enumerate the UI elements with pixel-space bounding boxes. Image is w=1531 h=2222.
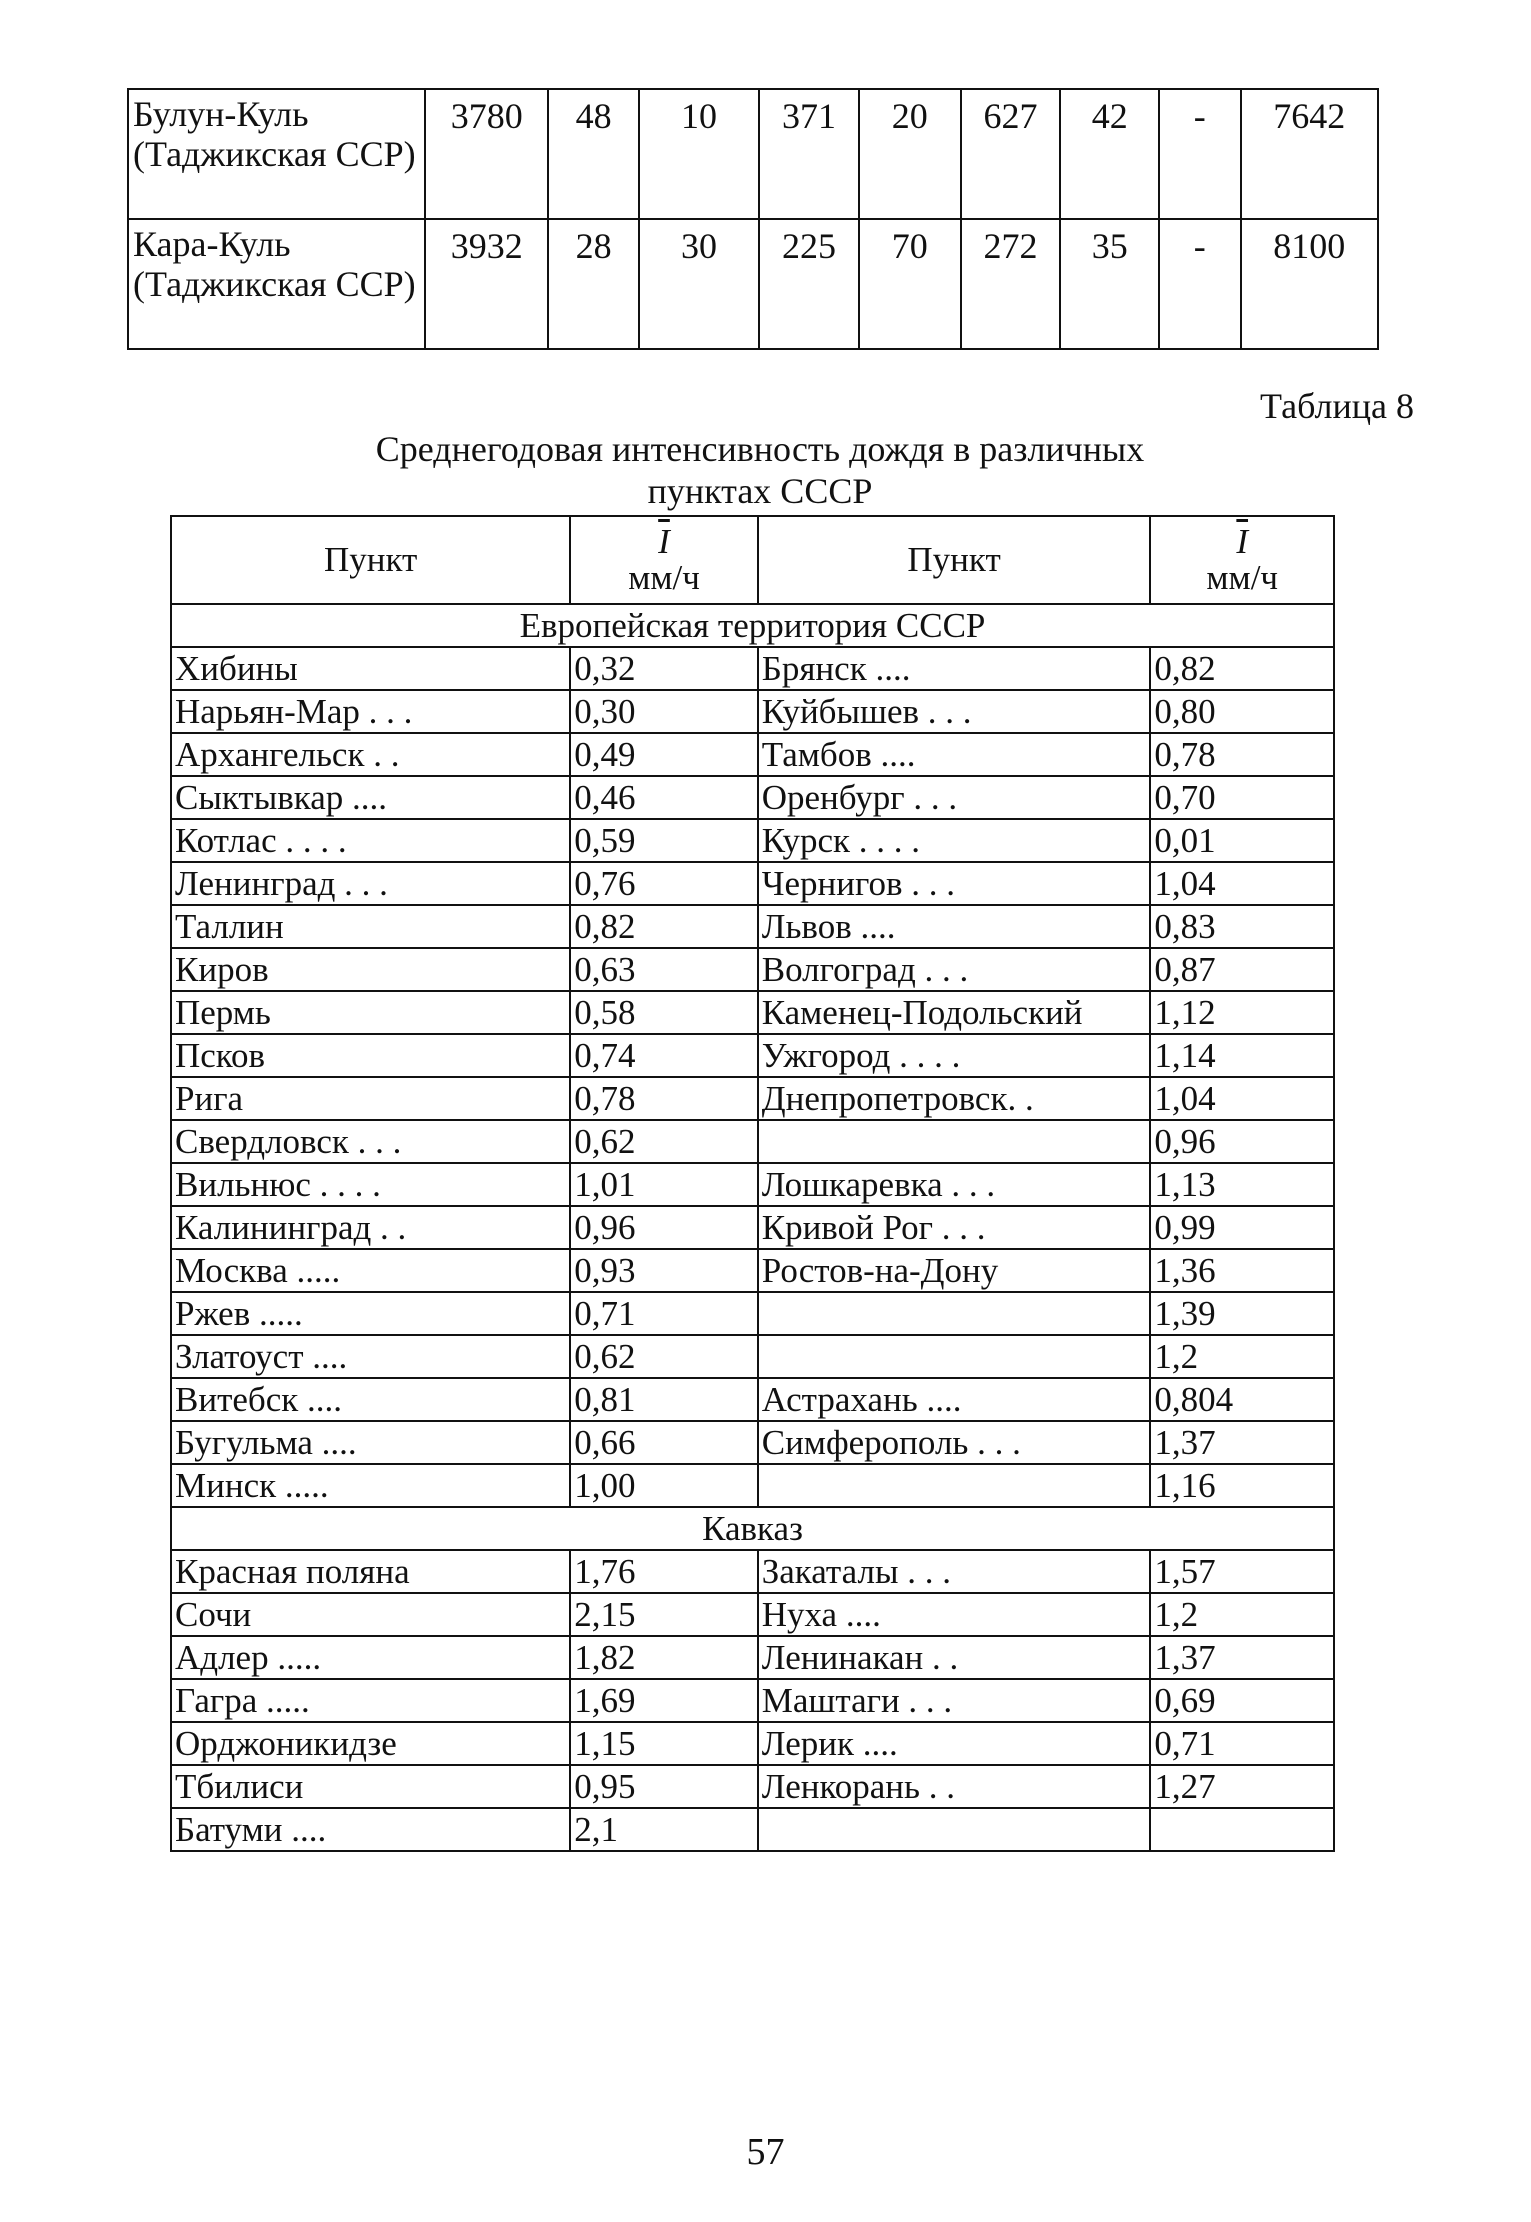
intensity-right: 1,2 bbox=[1150, 1593, 1334, 1636]
table-row bbox=[171, 1034, 1334, 1077]
point-name-left: Сочи bbox=[171, 1593, 570, 1636]
table-row bbox=[171, 1120, 1334, 1163]
value-cell: 30 bbox=[639, 219, 759, 349]
intensity-symbol: $\overline{I}$ bbox=[658, 522, 670, 561]
table-row bbox=[171, 1335, 1334, 1378]
value-cell: 20 bbox=[859, 89, 961, 219]
intensity-left: 1,01 bbox=[570, 1163, 757, 1206]
intensity-right: 1,57 bbox=[1150, 1550, 1334, 1593]
intensity-unit: мм/ч bbox=[1206, 558, 1279, 597]
intensity-right: 1,37 bbox=[1150, 1636, 1334, 1679]
intensity-left: 0,62 bbox=[570, 1120, 757, 1163]
value-cell: 272 bbox=[961, 219, 1061, 349]
point-name-left: Свердловск . . . bbox=[171, 1120, 570, 1163]
point-name-right: Оренбург . . . bbox=[758, 776, 1151, 819]
section-title: Европейская территория СССР bbox=[171, 604, 1334, 647]
location-name: Булун-Куль (Таджикская ССР) bbox=[128, 89, 425, 219]
table-row bbox=[171, 733, 1334, 776]
section-row bbox=[171, 1507, 1334, 1550]
intensity-right: 1,04 bbox=[1150, 862, 1334, 905]
table-row bbox=[171, 1249, 1334, 1292]
table-row bbox=[171, 948, 1334, 991]
intensity-left: 0,63 bbox=[570, 948, 757, 991]
table-row bbox=[171, 690, 1334, 733]
point-name-left: Псков bbox=[171, 1034, 570, 1077]
table-row bbox=[171, 647, 1334, 690]
intensity-left: 0,93 bbox=[570, 1249, 757, 1292]
page-number: 57 bbox=[746, 2131, 785, 2173]
point-name-right: Лошкаревка . . . bbox=[758, 1163, 1151, 1206]
intensity-right: 0,70 bbox=[1150, 776, 1334, 819]
table-row bbox=[171, 1679, 1334, 1722]
point-name-left: Архангельск . . bbox=[171, 733, 570, 776]
point-name-right: Маштаги . . . bbox=[758, 1679, 1151, 1722]
value-cell: 35 bbox=[1060, 219, 1159, 349]
intensity-left: 0,78 bbox=[570, 1077, 757, 1120]
value-cell: 70 bbox=[859, 219, 961, 349]
point-name-right bbox=[758, 1292, 1151, 1335]
intensity-left: 2,1 bbox=[570, 1808, 757, 1851]
intensity-right: 1,13 bbox=[1150, 1163, 1334, 1206]
intensity-right: 0,804 bbox=[1150, 1378, 1334, 1421]
header-intensity-left bbox=[570, 516, 757, 604]
point-name-right bbox=[758, 1464, 1151, 1507]
table-row bbox=[171, 1765, 1334, 1808]
value-cell: 225 bbox=[759, 219, 859, 349]
value-cell: - bbox=[1159, 219, 1240, 349]
point-name-right: Каменец-Подольский bbox=[758, 991, 1151, 1034]
intensity-right: 0,80 bbox=[1150, 690, 1334, 733]
top-table bbox=[127, 88, 1379, 350]
table-row bbox=[171, 1378, 1334, 1421]
intensity-right: 0,82 bbox=[1150, 647, 1334, 690]
point-name-right: Симферополь . . . bbox=[758, 1421, 1151, 1464]
value-cell: 3780 bbox=[425, 89, 548, 219]
intensity-right: 0,87 bbox=[1150, 948, 1334, 991]
point-name-right: Астрахань .... bbox=[758, 1378, 1151, 1421]
point-name-left: Таллин bbox=[171, 905, 570, 948]
point-name-left: Калининград . . bbox=[171, 1206, 570, 1249]
table-label: Таблица 8 bbox=[1260, 386, 1414, 426]
intensity-right: 0,99 bbox=[1150, 1206, 1334, 1249]
table-row bbox=[171, 1077, 1334, 1120]
point-name-left: Пермь bbox=[171, 991, 570, 1034]
intensity-symbol: $\overline{I}$ bbox=[1236, 522, 1249, 561]
intensity-left: 0,66 bbox=[570, 1421, 757, 1464]
point-name-right: Днепропетровск. . bbox=[758, 1077, 1151, 1120]
intensity-left: 1,15 bbox=[570, 1722, 757, 1765]
intensity-left: 0,71 bbox=[570, 1292, 757, 1335]
intensity-left: 0,62 bbox=[570, 1335, 757, 1378]
table-row bbox=[171, 1464, 1334, 1507]
table-row bbox=[171, 1163, 1334, 1206]
value-cell: 48 bbox=[548, 89, 639, 219]
intensity-right: 0,71 bbox=[1150, 1722, 1334, 1765]
intensity-left: 0,82 bbox=[570, 905, 757, 948]
table-row bbox=[171, 1550, 1334, 1593]
rain-intensity-table bbox=[170, 515, 1335, 1852]
section-row bbox=[171, 604, 1334, 647]
intensity-right: 1,2 bbox=[1150, 1335, 1334, 1378]
point-name-right: Нуха .... bbox=[758, 1593, 1151, 1636]
intensity-left: 0,46 bbox=[570, 776, 757, 819]
point-name-left: Тбилиси bbox=[171, 1765, 570, 1808]
intensity-right: 0,96 bbox=[1150, 1120, 1334, 1163]
header-intensity-right bbox=[1150, 516, 1334, 604]
point-name-left: Хибины bbox=[171, 647, 570, 690]
point-name-left: Киров bbox=[171, 948, 570, 991]
intensity-right: 1,27 bbox=[1150, 1765, 1334, 1808]
intensity-right: 1,12 bbox=[1150, 991, 1334, 1034]
value-cell: 8100 bbox=[1241, 219, 1378, 349]
point-name-left: Котлас . . . . bbox=[171, 819, 570, 862]
intensity-right: 1,04 bbox=[1150, 1077, 1334, 1120]
point-name-left: Москва ..... bbox=[171, 1249, 570, 1292]
point-name-left: Ржев ..... bbox=[171, 1292, 570, 1335]
point-name-left: Златоуст .... bbox=[171, 1335, 570, 1378]
intensity-right bbox=[1150, 1808, 1334, 1851]
table-row bbox=[171, 1808, 1334, 1851]
point-name-left: Орджоникидзе bbox=[171, 1722, 570, 1765]
intensity-right: 1,14 bbox=[1150, 1034, 1334, 1077]
point-name-right: Ленкорань . . bbox=[758, 1765, 1151, 1808]
point-name-right: Ростов-на-Дону bbox=[758, 1249, 1151, 1292]
point-name-left: Минск ..... bbox=[171, 1464, 570, 1507]
intensity-right: 0,78 bbox=[1150, 733, 1334, 776]
point-name-right: Кривой Рог . . . bbox=[758, 1206, 1151, 1249]
intensity-left: 0,95 bbox=[570, 1765, 757, 1808]
intensity-left: 0,81 bbox=[570, 1378, 757, 1421]
table-row bbox=[171, 1292, 1334, 1335]
intensity-right: 1,37 bbox=[1150, 1421, 1334, 1464]
intensity-left: 1,00 bbox=[570, 1464, 757, 1507]
point-name-left: Витебск .... bbox=[171, 1378, 570, 1421]
table-row bbox=[171, 776, 1334, 819]
intensity-right: 0,83 bbox=[1150, 905, 1334, 948]
value-cell: - bbox=[1159, 89, 1240, 219]
value-cell: 7642 bbox=[1241, 89, 1378, 219]
location-name: Кара-Куль (Таджикская ССР) bbox=[128, 219, 425, 349]
intensity-left: 0,32 bbox=[570, 647, 757, 690]
point-name-left: Сыктывкар .... bbox=[171, 776, 570, 819]
table-row bbox=[171, 905, 1334, 948]
value-cell: 371 bbox=[759, 89, 859, 219]
intensity-left: 0,76 bbox=[570, 862, 757, 905]
point-name-left: Батуми .... bbox=[171, 1808, 570, 1851]
intensity-left: 2,15 bbox=[570, 1593, 757, 1636]
intensity-left: 0,58 bbox=[570, 991, 757, 1034]
point-name-right: Лерик .... bbox=[758, 1722, 1151, 1765]
value-cell: 10 bbox=[639, 89, 759, 219]
table-row bbox=[171, 1722, 1334, 1765]
header-point-right: Пункт bbox=[758, 516, 1151, 604]
table-row bbox=[171, 991, 1334, 1034]
intensity-left: 0,74 bbox=[570, 1034, 757, 1077]
intensity-left: 0,49 bbox=[570, 733, 757, 776]
point-name-right bbox=[758, 1808, 1151, 1851]
intensity-left: 1,69 bbox=[570, 1679, 757, 1722]
table-row bbox=[171, 1636, 1334, 1679]
point-name-right: Брянск .... bbox=[758, 647, 1151, 690]
point-name-left: Нарьян-Мар . . . bbox=[171, 690, 570, 733]
point-name-right: Львов .... bbox=[758, 905, 1151, 948]
point-name-left: Рига bbox=[171, 1077, 570, 1120]
point-name-left: Ленинград . . . bbox=[171, 862, 570, 905]
value-cell: 42 bbox=[1060, 89, 1159, 219]
value-cell: 3932 bbox=[425, 219, 548, 349]
table-row bbox=[171, 862, 1334, 905]
top-table-row bbox=[128, 89, 1378, 219]
intensity-unit: мм/ч bbox=[628, 558, 700, 597]
point-name-left: Адлер ..... bbox=[171, 1636, 570, 1679]
point-name-left: Бугульма .... bbox=[171, 1421, 570, 1464]
point-name-right: Ужгород . . . . bbox=[758, 1034, 1151, 1077]
header-point-left: Пункт bbox=[171, 516, 570, 604]
point-name-right: Тамбов .... bbox=[758, 733, 1151, 776]
intensity-right: 0,01 bbox=[1150, 819, 1334, 862]
point-name-left: Красная поляна bbox=[171, 1550, 570, 1593]
point-name-right: Курск . . . . bbox=[758, 819, 1151, 862]
table-row bbox=[171, 1206, 1334, 1249]
point-name-right: Чернигов . . . bbox=[758, 862, 1151, 905]
intensity-right: 1,39 bbox=[1150, 1292, 1334, 1335]
intensity-right: 0,69 bbox=[1150, 1679, 1334, 1722]
value-cell: 28 bbox=[548, 219, 639, 349]
point-name-right: Куйбышев . . . bbox=[758, 690, 1151, 733]
point-name-right bbox=[758, 1335, 1151, 1378]
intensity-left: 0,59 bbox=[570, 819, 757, 862]
value-cell: 627 bbox=[961, 89, 1061, 219]
intensity-right: 1,36 bbox=[1150, 1249, 1334, 1292]
point-name-left: Вильнюс . . . . bbox=[171, 1163, 570, 1206]
point-name-left: Гагра ..... bbox=[171, 1679, 570, 1722]
intensity-left: 0,30 bbox=[570, 690, 757, 733]
point-name-right: Закаталы . . . bbox=[758, 1550, 1151, 1593]
intensity-left: 1,82 bbox=[570, 1636, 757, 1679]
point-name-right: Волгоград . . . bbox=[758, 948, 1151, 991]
table-row bbox=[171, 819, 1334, 862]
section-title: Кавказ bbox=[171, 1507, 1334, 1550]
point-name-right bbox=[758, 1120, 1151, 1163]
table-row bbox=[171, 1421, 1334, 1464]
table-row bbox=[171, 1593, 1334, 1636]
intensity-left: 0,96 bbox=[570, 1206, 757, 1249]
top-table-row bbox=[128, 219, 1378, 349]
point-name-right: Ленинакан . . bbox=[758, 1636, 1151, 1679]
table-title: Среднегодовая интенсивность дождя в различных пунктах СССР bbox=[375, 429, 1145, 511]
intensity-right: 1,16 bbox=[1150, 1464, 1334, 1507]
intensity-left: 1,76 bbox=[570, 1550, 757, 1593]
header-row bbox=[171, 516, 1334, 604]
